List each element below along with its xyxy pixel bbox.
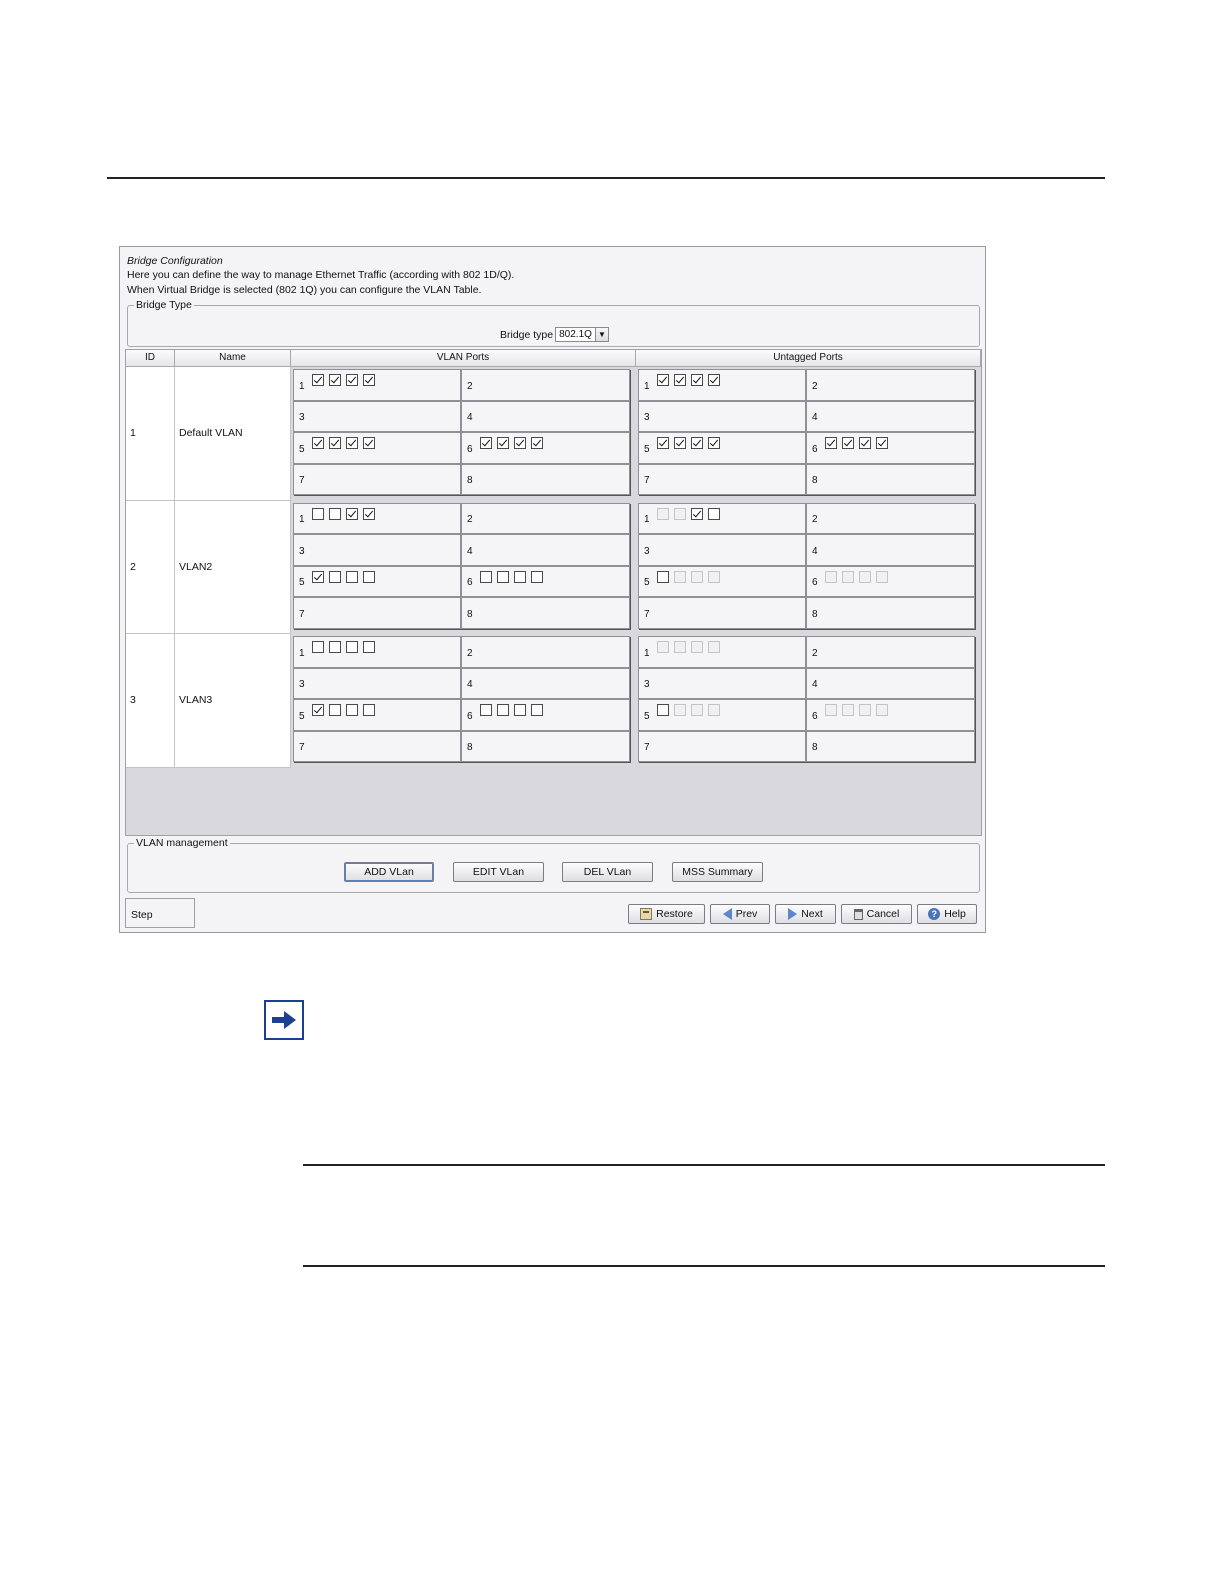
row-name: Default VLAN [179, 427, 243, 439]
untagged-port-5-checkbox-3 [691, 704, 703, 716]
untagged-port-2-cell [806, 636, 975, 668]
help-button[interactable] [917, 904, 977, 924]
intro-line-2: When Virtual Bridge is selected (802 1Q) you can configure the VLAN Table. [127, 284, 482, 296]
untagged-port-1-checkbox-2 [674, 508, 686, 520]
untagged-port-5-checkbox-1[interactable] [657, 437, 669, 449]
port-number: 4 [467, 545, 473, 557]
port-number: 8 [467, 742, 473, 753]
port-number: 3 [644, 545, 650, 557]
untagged-port-6-checkbox-2 [842, 571, 854, 583]
untagged-port-5-checkbox-3[interactable] [691, 437, 703, 449]
arrow-right-icon [270, 1009, 298, 1031]
note-rule-top [303, 1164, 1105, 1166]
vlan-port-7-cell [293, 597, 461, 629]
port-number: 2 [467, 514, 473, 525]
vlan-port-6-checkbox-4[interactable] [531, 571, 543, 583]
untagged-port-1-checkbox-1 [657, 508, 669, 520]
untagged-port-4-cell [806, 668, 975, 700]
port-number: 4 [812, 412, 818, 423]
vlan-port-2-cell [461, 369, 630, 401]
vlan-port-8-cell [461, 731, 630, 763]
vlan-port-6-checkbox-1[interactable] [480, 571, 492, 583]
untagged-port-6-checkbox-3 [859, 571, 871, 583]
untagged-port-1-cell [638, 636, 806, 668]
bridge-type-group [127, 299, 980, 347]
vlan-port-5-checkbox-4[interactable] [363, 704, 375, 716]
row-id-cell [126, 634, 175, 768]
untagged-port-2-cell [806, 503, 975, 535]
column-header-vlan-ports: VLAN Ports [291, 350, 636, 367]
untagged-port-5-cell [638, 699, 806, 731]
row-id: 2 [130, 560, 136, 573]
untagged-port-6-checkbox-2[interactable] [842, 437, 854, 449]
port-number: 3 [299, 679, 305, 690]
vlan-port-5-checkbox-1[interactable] [312, 437, 324, 449]
untagged-port-1-checkbox-3[interactable] [691, 508, 703, 520]
untagged-port-6-checkbox-1 [825, 571, 837, 583]
prev-arrow-icon [723, 908, 732, 920]
row-name-cell [175, 367, 291, 501]
port-number: 3 [299, 412, 305, 423]
vlan-port-1-checkbox-2[interactable] [329, 641, 341, 653]
untagged-port-6-checkbox-1[interactable] [825, 437, 837, 449]
vlan-port-1-checkbox-4[interactable] [363, 641, 375, 653]
port-number: 1 [299, 647, 305, 659]
bridge-type-label: Bridge type [500, 328, 554, 341]
port-number: 3 [644, 412, 650, 423]
port-number: 8 [812, 742, 818, 753]
bridge-type-row [500, 327, 609, 342]
bridge-configuration-window [119, 246, 986, 933]
port-number: 6 [812, 577, 818, 588]
cancel-button[interactable] [841, 904, 912, 924]
bridge-type-select[interactable] [555, 327, 609, 342]
port-number: 6 [812, 710, 818, 722]
row-name: VLAN2 [179, 560, 213, 573]
vlan-management-group [127, 837, 980, 893]
row-id-cell [126, 501, 175, 635]
untagged-port-5-checkbox-1[interactable] [657, 704, 669, 716]
vlan-port-1-checkbox-4[interactable] [363, 374, 375, 386]
untagged-port-6-checkbox-3[interactable] [859, 437, 871, 449]
vlan-port-1-checkbox-3[interactable] [346, 508, 358, 520]
untagged-port-8-cell [806, 597, 975, 629]
vlan-port-2-cell [461, 636, 630, 668]
untagged-port-3-cell [638, 534, 806, 566]
untagged-port-1-checkbox-4 [708, 641, 720, 653]
port-number: 7 [299, 608, 305, 620]
untagged-port-6-cell [806, 432, 975, 464]
vlan-table [125, 349, 982, 836]
vlan-port-6-checkbox-2[interactable] [497, 571, 509, 583]
vlan-port-4-cell [461, 534, 630, 566]
untagged-port-6-checkbox-4[interactable] [876, 437, 888, 449]
next-label: Next [801, 908, 823, 920]
port-number: 3 [644, 679, 650, 690]
untagged-port-5-checkbox-4 [708, 704, 720, 716]
mss-summary-button[interactable]: MSS Summary [672, 862, 763, 882]
untagged-port-5-cell [638, 432, 806, 464]
vlan-port-5-checkbox-4[interactable] [363, 571, 375, 583]
trash-icon [854, 909, 863, 920]
vlan-port-3-cell [293, 401, 461, 433]
port-number: 1 [644, 647, 650, 659]
port-number: 8 [812, 475, 818, 486]
untagged-port-6-checkbox-3 [859, 704, 871, 716]
vlan-port-5-cell [293, 566, 461, 598]
untagged-port-5-cell [638, 566, 806, 598]
vlan-port-6-cell [461, 566, 630, 598]
port-number: 7 [299, 475, 305, 486]
port-number: 8 [467, 475, 473, 486]
untagged-port-1-checkbox-4[interactable] [708, 508, 720, 520]
vlan-port-6-checkbox-2[interactable] [497, 437, 509, 449]
next-arrow-icon [788, 908, 797, 920]
top-rule [107, 177, 1105, 179]
untagged-port-1-checkbox-3[interactable] [691, 374, 703, 386]
untagged-port-6-checkbox-1 [825, 704, 837, 716]
vlan-port-5-checkbox-2[interactable] [329, 571, 341, 583]
untagged-port-5-checkbox-1[interactable] [657, 571, 669, 583]
untagged-port-5-checkbox-2 [674, 571, 686, 583]
restore-button[interactable] [628, 904, 705, 924]
vlan-port-7-cell [293, 731, 461, 763]
add-vlan-button[interactable]: ADD VLan [344, 862, 434, 882]
row-name: VLAN3 [179, 694, 213, 706]
untagged-port-1-cell [638, 503, 806, 535]
untagged-port-6-checkbox-4 [876, 704, 888, 716]
port-number: 6 [467, 577, 473, 588]
cancel-label: Cancel [866, 908, 900, 920]
untagged-port-1-checkbox-1[interactable] [657, 374, 669, 386]
column-header-id: ID [126, 350, 175, 367]
port-number: 2 [812, 647, 818, 659]
port-number: 4 [812, 679, 818, 690]
vlan-port-3-cell [293, 534, 461, 566]
row-id: 1 [130, 427, 136, 439]
untagged-port-1-checkbox-2 [674, 641, 686, 653]
restore-icon [640, 908, 652, 920]
step-panel [125, 898, 195, 928]
vlan-port-1-checkbox-4[interactable] [363, 508, 375, 520]
help-label: Help [944, 908, 966, 920]
port-number: 5 [299, 710, 305, 722]
untagged-port-7-cell [638, 597, 806, 629]
port-number: 6 [812, 443, 818, 455]
vlan-port-5-checkbox-2[interactable] [329, 704, 341, 716]
vlan-port-1-checkbox-2[interactable] [329, 508, 341, 520]
del-vlan-button[interactable]: DEL VLan [562, 862, 653, 882]
untagged-port-6-checkbox-4 [876, 571, 888, 583]
untagged-port-5-checkbox-3 [691, 571, 703, 583]
vlan-port-3-cell [293, 668, 461, 700]
row-name-cell [175, 634, 291, 768]
help-icon: ? [928, 908, 940, 920]
step-label: Step [131, 909, 153, 921]
port-number: 5 [299, 577, 305, 588]
untagged-port-3-cell [638, 401, 806, 433]
untagged-port-4-cell [806, 534, 975, 566]
prev-label: Prev [735, 908, 758, 920]
untagged-port-1-checkbox-2[interactable] [674, 374, 686, 386]
column-header-untagged-ports: Untagged Ports [636, 350, 981, 367]
vlan-port-5-cell [293, 699, 461, 731]
port-number: 1 [644, 514, 650, 525]
untagged-port-1-checkbox-1 [657, 641, 669, 653]
port-number: 7 [644, 742, 650, 753]
port-number: 4 [467, 679, 473, 690]
port-number: 2 [467, 647, 473, 659]
vlan-port-6-checkbox-3[interactable] [514, 571, 526, 583]
port-number: 5 [644, 710, 650, 722]
port-number: 6 [467, 443, 473, 455]
vlan-port-1-cell [293, 503, 461, 535]
untagged-port-6-cell [806, 566, 975, 598]
port-number: 2 [812, 514, 818, 525]
chevron-down-icon[interactable]: ▼ [595, 328, 608, 341]
restore-label: Restore [656, 908, 693, 920]
port-number: 2 [467, 380, 473, 392]
untagged-port-1-checkbox-4[interactable] [708, 374, 720, 386]
untagged-port-5-checkbox-4[interactable] [708, 437, 720, 449]
vlan-port-6-checkbox-1[interactable] [480, 437, 492, 449]
vlan-port-5-checkbox-4[interactable] [363, 437, 375, 449]
column-header-name: Name [175, 350, 291, 367]
row-id: 3 [130, 694, 136, 706]
vlan-port-5-checkbox-1[interactable] [312, 704, 324, 716]
prev-button[interactable] [710, 904, 770, 924]
note-rule-bottom [303, 1265, 1105, 1267]
untagged-port-6-checkbox-2 [842, 704, 854, 716]
vlan-port-5-cell [293, 432, 461, 464]
vlan-port-1-checkbox-1[interactable] [312, 641, 324, 653]
port-number: 6 [467, 710, 473, 722]
port-number: 1 [644, 380, 650, 392]
untagged-port-3-cell [638, 668, 806, 700]
port-number: 4 [812, 545, 818, 557]
port-number: 7 [644, 608, 650, 620]
vlan-port-1-checkbox-3[interactable] [346, 374, 358, 386]
bridge-type-value: 802.1Q [559, 329, 592, 340]
vlan-port-1-cell [293, 636, 461, 668]
vlan-port-8-cell [461, 464, 630, 496]
untagged-port-7-cell [638, 464, 806, 496]
untagged-port-1-cell [638, 369, 806, 401]
row-name-cell [175, 501, 291, 635]
row-id-cell [126, 367, 175, 501]
note-icon-box [264, 1000, 304, 1040]
vlan-port-5-checkbox-3[interactable] [346, 704, 358, 716]
port-number: 8 [467, 608, 473, 620]
vlan-port-5-checkbox-3[interactable] [346, 571, 358, 583]
untagged-port-5-checkbox-4 [708, 571, 720, 583]
untagged-port-7-cell [638, 731, 806, 763]
port-number: 7 [299, 742, 305, 753]
vlan-port-6-checkbox-3[interactable] [514, 437, 526, 449]
next-button[interactable] [775, 904, 836, 924]
vlan-port-4-cell [461, 668, 630, 700]
edit-vlan-button[interactable]: EDIT VLan [453, 862, 544, 882]
vlan-port-7-cell [293, 464, 461, 496]
intro-line-1: Here you can define the way to manage Ethernet Traffic (according with 802 1D/Q). [127, 269, 515, 281]
untagged-port-8-cell [806, 464, 975, 496]
vlan-port-1-cell [293, 369, 461, 401]
vlan-management-legend: VLAN management [136, 837, 228, 849]
vlan-port-6-checkbox-4[interactable] [531, 437, 543, 449]
vlan-port-1-checkbox-1[interactable] [312, 374, 324, 386]
vlan-port-2-cell [461, 503, 630, 535]
window-title: Bridge Configuration [127, 255, 223, 267]
untagged-port-1-checkbox-3 [691, 641, 703, 653]
port-number: 5 [299, 443, 305, 455]
vlan-port-1-checkbox-3[interactable] [346, 641, 358, 653]
vlan-port-1-checkbox-1[interactable] [312, 508, 324, 520]
untagged-port-2-cell [806, 369, 975, 401]
vlan-port-4-cell [461, 401, 630, 433]
vlan-port-1-checkbox-2[interactable] [329, 374, 341, 386]
vlan-port-5-checkbox-2[interactable] [329, 437, 341, 449]
vlan-port-5-checkbox-3[interactable] [346, 437, 358, 449]
port-number: 4 [467, 412, 473, 423]
port-number: 5 [644, 443, 650, 455]
untagged-port-8-cell [806, 731, 975, 763]
untagged-port-5-checkbox-2 [674, 704, 686, 716]
untagged-port-5-checkbox-2[interactable] [674, 437, 686, 449]
port-number: 3 [299, 545, 305, 557]
vlan-port-6-checkbox-2[interactable] [497, 704, 509, 716]
vlan-port-6-checkbox-1[interactable] [480, 704, 492, 716]
port-number: 5 [644, 577, 650, 588]
vlan-port-6-cell [461, 699, 630, 731]
vlan-port-6-checkbox-3[interactable] [514, 704, 526, 716]
vlan-port-6-checkbox-4[interactable] [531, 704, 543, 716]
port-number: 1 [299, 514, 305, 525]
vlan-port-6-cell [461, 432, 630, 464]
vlan-port-5-checkbox-1[interactable] [312, 571, 324, 583]
port-number: 1 [299, 380, 305, 392]
port-number: 7 [644, 475, 650, 486]
bridge-type-legend: Bridge Type [136, 299, 192, 311]
vlan-port-8-cell [461, 597, 630, 629]
port-number: 2 [812, 380, 818, 392]
untagged-port-4-cell [806, 401, 975, 433]
port-number: 8 [812, 608, 818, 620]
untagged-port-6-cell [806, 699, 975, 731]
